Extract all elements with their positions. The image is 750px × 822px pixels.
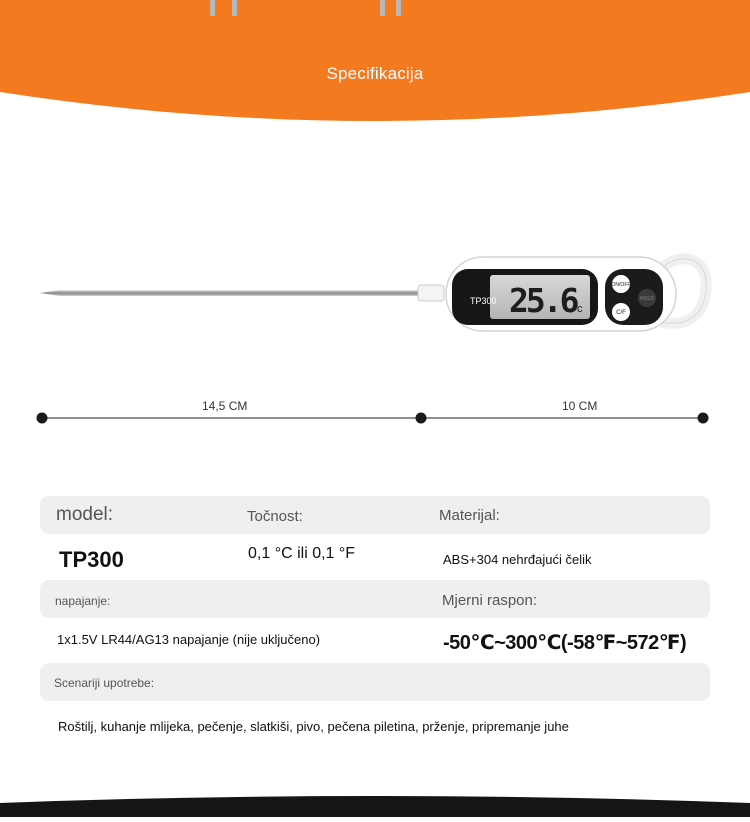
usage-label: Scenariji upotrebe: bbox=[54, 676, 155, 690]
power-value: 1x1.5V LR44/AG13 napajanje (nije uključeno) bbox=[57, 632, 321, 647]
cf-button-text: C/F bbox=[616, 310, 626, 316]
probe-length-label: 14,5 CM bbox=[202, 399, 248, 413]
dimension-ruler bbox=[0, 395, 750, 435]
accuracy-value: 0,1 °C ili 0,1 °F bbox=[248, 545, 356, 562]
accuracy-label: Točnost: bbox=[247, 508, 303, 525]
thermometer-image bbox=[0, 245, 750, 355]
spec-header-row-1 bbox=[40, 496, 710, 534]
footer-band bbox=[0, 795, 750, 817]
body-length-label: 10 CM bbox=[562, 399, 598, 413]
usage-value: Roštilj, kuhanje mlijeka, pečenje, slatkiši, pivo, pečena piletina, prženje, pripremanje juhe bbox=[58, 719, 569, 734]
hold-button-text: HOLD bbox=[640, 296, 654, 302]
onoff-button-text: ON/OFF bbox=[611, 282, 631, 288]
page-title: Specifikacija bbox=[326, 64, 424, 83]
dimension-line bbox=[0, 395, 750, 435]
thermometer-illustration bbox=[0, 245, 750, 355]
range-value: -50℃~300℃(-58℉~572℉) bbox=[443, 632, 687, 654]
device-model-text: TP300 bbox=[470, 296, 497, 306]
power-label: napajanje: bbox=[55, 594, 111, 608]
lcd-reading: 25.6 bbox=[509, 281, 577, 320]
lcd-unit: c bbox=[577, 303, 583, 315]
range-label: Mjerni raspon: bbox=[442, 592, 538, 609]
spec-header-row-2 bbox=[40, 580, 710, 618]
footer-shape bbox=[0, 795, 750, 817]
model-value: TP300 bbox=[59, 547, 124, 572]
material-value: ABS+304 nehrđajući čelik bbox=[443, 552, 592, 567]
header-banner bbox=[0, 0, 750, 135]
material-label: Materijal: bbox=[439, 507, 500, 524]
model-label: model: bbox=[56, 504, 114, 525]
